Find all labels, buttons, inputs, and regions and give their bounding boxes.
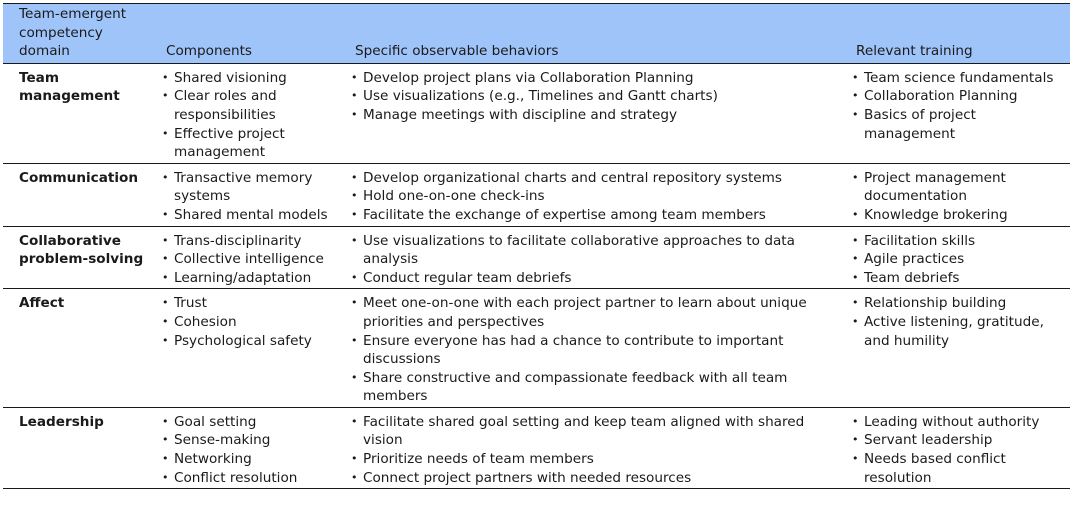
- behaviors-cell: [339, 163, 840, 226]
- behaviors-list: [351, 294, 836, 406]
- components-cell: [150, 407, 339, 488]
- training-cell: [840, 226, 1070, 289]
- table-row: [3, 63, 1070, 163]
- training-list-item: • Team science fundamentals: [852, 69, 1066, 88]
- training-list-item: • Collaboration Planning: [852, 87, 1066, 106]
- behaviors-list-item: • Develop project plans via Collaboration Planning: [351, 69, 836, 88]
- behaviors-list-item: • Share constructive and compassionate feedback with all team members: [351, 369, 836, 406]
- training-list: [852, 69, 1066, 143]
- components-list-item: • Sense-making: [162, 431, 335, 450]
- competency-table-container: [3, 3, 1070, 489]
- training-list: [852, 294, 1066, 350]
- components-cell: [150, 289, 339, 408]
- table-body: [3, 63, 1070, 488]
- behaviors-list-item: • Manage meetings with discipline and strategy: [351, 106, 836, 125]
- training-list-item: • Facilitation skills: [852, 232, 1066, 251]
- components-list-item: • Shared mental models: [162, 206, 335, 225]
- domain-cell: Communication: [3, 163, 150, 226]
- table-header: [3, 4, 1070, 64]
- behaviors-list-item: • Prioritize needs of team members: [351, 450, 836, 469]
- training-list: [852, 413, 1066, 487]
- behaviors-list: [351, 169, 836, 225]
- header-domain: Team-emergent competency domain: [3, 4, 150, 64]
- behaviors-list-item: • Connect project partners with needed resources: [351, 469, 836, 488]
- table-row: [3, 226, 1070, 289]
- behaviors-list-item: • Facilitate the exchange of expertise among team members: [351, 206, 836, 225]
- behaviors-list: [351, 232, 836, 288]
- components-list: [162, 169, 335, 225]
- components-list: [162, 413, 335, 487]
- components-list-item: • Collective intelligence: [162, 250, 335, 269]
- training-list-item: • Knowledge brokering: [852, 206, 1066, 225]
- training-list-item: • Basics of project management: [852, 106, 1066, 143]
- behaviors-list-item: • Conduct regular team debriefs: [351, 269, 836, 288]
- training-cell: [840, 407, 1070, 488]
- table-row: [3, 163, 1070, 226]
- table-row: [3, 289, 1070, 408]
- behaviors-list: [351, 69, 836, 125]
- components-cell: [150, 226, 339, 289]
- components-list-item: • Trans-disciplinarity: [162, 232, 335, 251]
- behaviors-cell: [339, 63, 840, 163]
- components-list: [162, 294, 335, 350]
- training-cell: [840, 289, 1070, 408]
- behaviors-list-item: • Ensure everyone has had a chance to contribute to important discussions: [351, 332, 836, 369]
- domain-cell: Affect: [3, 289, 150, 408]
- components-list-item: • Shared visioning: [162, 69, 335, 88]
- components-list-item: • Learning/adaptation: [162, 269, 335, 288]
- components-list-item: • Clear roles and responsibilities: [162, 87, 335, 124]
- behaviors-list: [351, 413, 836, 487]
- training-list-item: • Leading without authority: [852, 413, 1066, 432]
- components-list-item: • Conflict resolution: [162, 469, 335, 488]
- training-list-item: • Project management documentation: [852, 169, 1066, 206]
- components-list-item: • Trust: [162, 294, 335, 313]
- components-list-item: • Goal setting: [162, 413, 335, 432]
- components-list-item: • Transactive memory systems: [162, 169, 335, 206]
- training-list: [852, 169, 1066, 225]
- components-cell: [150, 63, 339, 163]
- header-components: Components: [150, 4, 339, 64]
- behaviors-list-item: • Use visualizations to facilitate collaborative approaches to data analysis: [351, 232, 836, 269]
- components-cell: [150, 163, 339, 226]
- training-list-item: • Servant leadership: [852, 431, 1066, 450]
- header-behaviors: Specific observable behaviors: [339, 4, 840, 64]
- table-row: [3, 407, 1070, 488]
- behaviors-cell: [339, 226, 840, 289]
- components-list-item: • Networking: [162, 450, 335, 469]
- training-cell: [840, 63, 1070, 163]
- domain-cell: Team management: [3, 63, 150, 163]
- components-list: [162, 69, 335, 162]
- training-list-item: • Relationship building: [852, 294, 1066, 313]
- behaviors-list-item: • Develop organizational charts and central repository systems: [351, 169, 836, 188]
- behaviors-cell: [339, 289, 840, 408]
- training-list-item: • Agile practices: [852, 250, 1066, 269]
- training-list: [852, 232, 1066, 288]
- domain-cell: Leadership: [3, 407, 150, 488]
- header-row: [3, 4, 1070, 64]
- competency-table: [3, 3, 1070, 489]
- components-list-item: • Psychological safety: [162, 332, 335, 351]
- behaviors-cell: [339, 407, 840, 488]
- behaviors-list-item: • Hold one-on-one check-ins: [351, 187, 836, 206]
- domain-cell: Collaborative problem-solving: [3, 226, 150, 289]
- behaviors-list-item: • Meet one-on-one with each project partner to learn about unique priorities and perspectives: [351, 294, 836, 331]
- components-list-item: • Effective project management: [162, 125, 335, 162]
- header-training: Relevant training: [840, 4, 1070, 64]
- components-list: [162, 232, 335, 288]
- training-list-item: • Team debriefs: [852, 269, 1066, 288]
- training-cell: [840, 163, 1070, 226]
- components-list-item: • Cohesion: [162, 313, 335, 332]
- training-list-item: • Active listening, gratitude, and humility: [852, 313, 1066, 350]
- behaviors-list-item: • Use visualizations (e.g., Timelines and Gantt charts): [351, 87, 836, 106]
- behaviors-list-item: • Facilitate shared goal setting and keep team aligned with shared vision: [351, 413, 836, 450]
- training-list-item: • Needs based conflict resolution: [852, 450, 1066, 487]
